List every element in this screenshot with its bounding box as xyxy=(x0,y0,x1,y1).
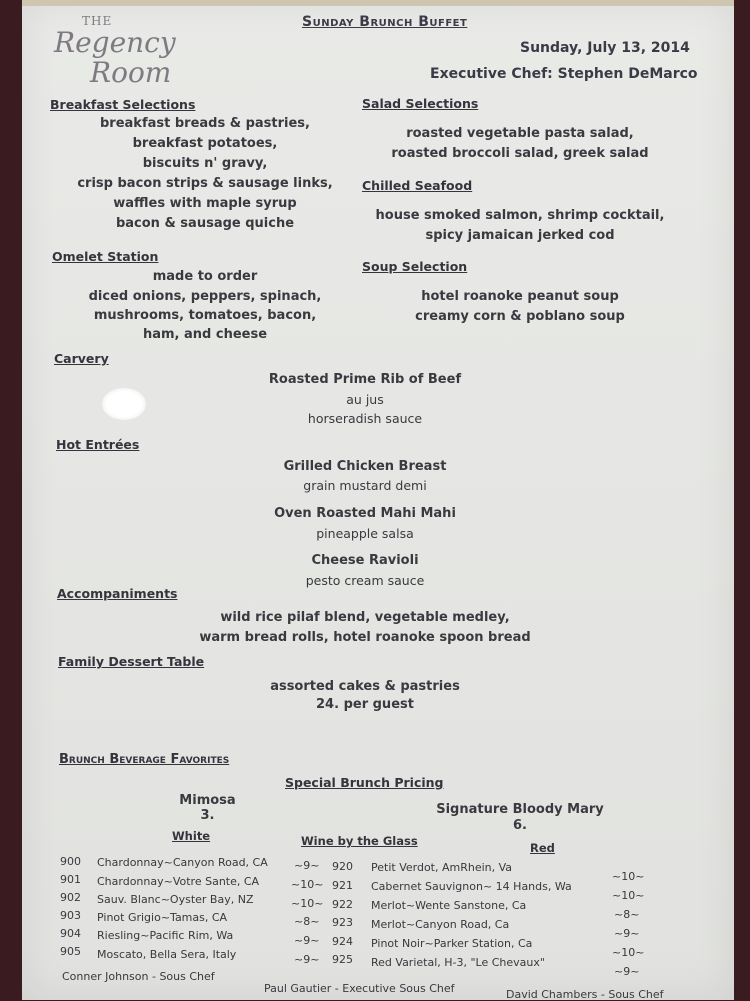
carvery-main: Roasted Prime Rib of Beef xyxy=(268,372,462,387)
soup-item: hotel roanoke peanut soup xyxy=(421,289,619,304)
wine-price: ~9~ xyxy=(294,934,320,947)
wine-price: ~8~ xyxy=(614,908,640,921)
paper-edge xyxy=(22,0,734,6)
wine-price: ~10~ xyxy=(612,870,645,883)
sous-chef-right: David Chambers - Sous Chef xyxy=(506,988,664,1001)
omelet-item: mushrooms, tomatoes, bacon, xyxy=(93,308,317,323)
entree-sauce: grain mustard demi xyxy=(303,478,427,493)
carvery-sub: horseradish sauce xyxy=(307,411,423,426)
carvery-heading: Carvery xyxy=(54,351,109,366)
logo-the: THE xyxy=(82,14,113,28)
breakfast-item: waffles with maple syrup xyxy=(113,196,297,211)
special-pricing-heading: Special Brunch Pricing xyxy=(285,775,444,790)
wine-price: ~9~ xyxy=(294,953,320,966)
salad-heading: Salad Selections xyxy=(362,96,479,111)
beverage-heading: Brunch Beverage Favorites xyxy=(59,752,230,767)
accompaniment-item: warm bread rolls, hotel roanoke spoon bread xyxy=(199,630,531,645)
accompaniments-heading: Accompaniments xyxy=(57,586,178,601)
seafood-heading: Chilled Seafood xyxy=(362,178,473,193)
wine-price: ~9~ xyxy=(294,859,320,872)
wine-price: ~9~ xyxy=(614,965,640,978)
wine-name: Pinot Grigio~Tamas, CA xyxy=(97,911,228,924)
entree-sauce: pineapple salsa xyxy=(316,526,414,541)
dessert-item: assorted cakes & pastries xyxy=(270,679,460,694)
breakfast-item: biscuits n' gravy, xyxy=(142,156,268,171)
wine-name: Petit Verdot, AmRhein, Va xyxy=(371,861,513,874)
logo-line-2: Room xyxy=(90,56,172,89)
mimosa-price: 3. xyxy=(200,808,215,823)
seafood-item: spicy jamaican jerked cod xyxy=(425,228,615,243)
breakfast-item: breakfast potatoes, xyxy=(132,136,278,151)
wine-name: Pinot Noir~Parker Station, Ca xyxy=(371,937,533,950)
red-wine-heading: Red xyxy=(530,841,555,855)
wine-name: Sauv. Blanc~Oyster Bay, NZ xyxy=(97,893,254,906)
wine-name: Chardonnay~Canyon Road, CA xyxy=(97,856,268,869)
entree-name: Grilled Chicken Breast xyxy=(283,459,447,474)
wine-number: 901 xyxy=(60,873,81,886)
entree-name: Cheese Ravioli xyxy=(311,553,419,568)
carvery-sub: au jus xyxy=(346,392,384,407)
breakfast-item: breakfast breads & pastries, xyxy=(100,116,310,131)
seafood-item: house smoked salmon, shrimp cocktail, xyxy=(375,208,665,223)
camera-glare xyxy=(102,388,146,420)
accompaniment-item: wild rice pilaf blend, vegetable medley, xyxy=(220,610,510,625)
logo-line-1: Regency xyxy=(54,26,176,59)
breakfast-item: bacon & sausage quiche xyxy=(115,216,295,231)
bloody-mary-label: Signature Bloody Mary xyxy=(436,802,604,817)
omelet-heading: Omelet Station xyxy=(52,249,159,264)
salad-item: roasted vegetable pasta salad, xyxy=(406,126,634,141)
menu-date: Sunday, July 13, 2014 xyxy=(520,40,690,56)
soup-heading: Soup Selection xyxy=(362,259,468,274)
wine-by-glass-heading: Wine by the Glass xyxy=(301,834,418,848)
omelet-item: diced onions, peppers, spinach, xyxy=(88,289,322,304)
bloody-mary-price: 6. xyxy=(513,818,527,833)
wine-number: 902 xyxy=(60,891,81,904)
wine-name: Chardonnay~Votre Sante, CA xyxy=(97,875,260,888)
wine-number: 922 xyxy=(332,898,353,911)
wine-name: Moscato, Bella Sera, Italy xyxy=(97,948,237,961)
wine-price: ~10~ xyxy=(291,897,324,910)
sous-chef-left: Conner Johnson - Sous Chef xyxy=(62,970,215,983)
white-wine-heading: White xyxy=(172,829,211,843)
dessert-heading: Family Dessert Table xyxy=(58,654,205,669)
wine-name: Cabernet Sauvignon~ 14 Hands, Wa xyxy=(371,880,572,893)
omelet-item: ham, and cheese xyxy=(142,327,268,342)
dessert-price: 24. per guest xyxy=(316,697,414,712)
wine-number: 924 xyxy=(332,935,353,948)
omelet-item: made to order xyxy=(152,269,258,284)
menu-title: Sunday Brunch Buffet xyxy=(302,14,468,30)
executive-sous-chef: Paul Gautier - Executive Sous Chef xyxy=(264,982,455,995)
wine-price: ~10~ xyxy=(291,878,324,891)
wine-name: Red Varietal, H-3, "Le Chevaux" xyxy=(371,956,545,969)
mimosa-label: Mimosa xyxy=(179,793,236,808)
wine-name: Merlot~Canyon Road, Ca xyxy=(371,918,510,931)
entree-name: Oven Roasted Mahi Mahi xyxy=(274,506,456,521)
wine-number: 904 xyxy=(60,927,81,940)
wine-number: 921 xyxy=(332,879,353,892)
wine-name: Riesling~Pacific Rim, Wa xyxy=(97,929,234,942)
breakfast-heading: Breakfast Selections xyxy=(50,97,196,112)
soup-item: creamy corn & poblano soup xyxy=(415,309,625,324)
entree-sauce: pesto cream sauce xyxy=(305,573,425,588)
wine-name: Merlot~Wente Sanstone, Ca xyxy=(371,899,527,912)
wine-number: 925 xyxy=(332,953,353,966)
entrees-heading: Hot Entrées xyxy=(56,437,140,452)
wine-number: 920 xyxy=(332,860,353,873)
breakfast-item: crisp bacon strips & sausage links, xyxy=(77,176,333,191)
wine-price: ~9~ xyxy=(614,927,640,940)
wine-number: 903 xyxy=(60,909,81,922)
executive-chef: Executive Chef: Stephen DeMarco xyxy=(430,66,698,82)
wine-price: ~8~ xyxy=(294,915,320,928)
wine-number: 923 xyxy=(332,916,353,929)
wine-number: 905 xyxy=(60,945,81,958)
regency-room-logo xyxy=(52,10,176,95)
salad-item: roasted broccoli salad, greek salad xyxy=(391,146,649,161)
wine-number: 900 xyxy=(60,855,81,868)
wine-price: ~10~ xyxy=(612,946,645,959)
wine-price: ~10~ xyxy=(612,889,645,902)
